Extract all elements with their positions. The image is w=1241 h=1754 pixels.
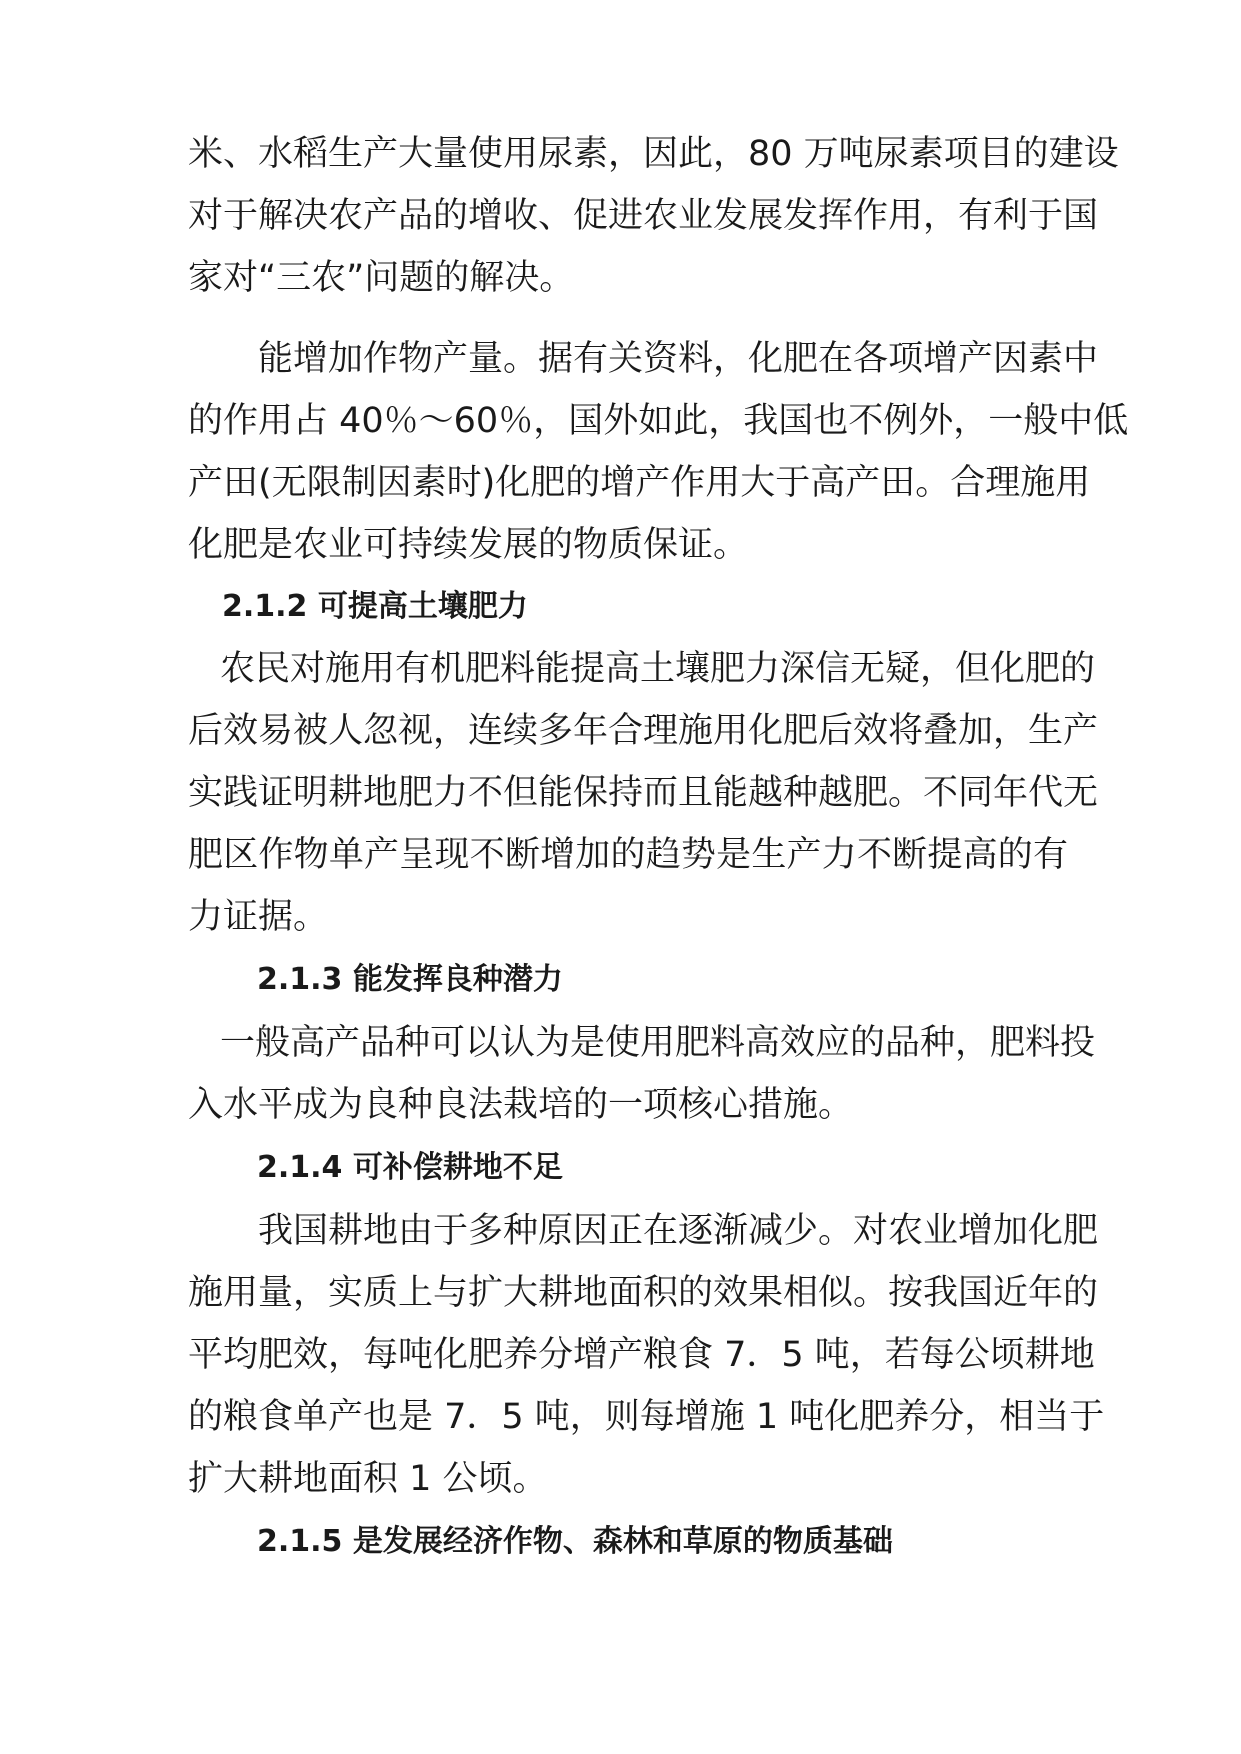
body-line: 入水平成为良种良法栽培的一项核心措施。 xyxy=(188,1085,854,1125)
body-line: 对于解决农产品的增收、促进农业发展发挥作用，有利于国 xyxy=(188,196,1099,236)
body-line: 肥区作物单产呈现不断增加的趋势是生产力不断提高的有 xyxy=(188,835,1068,875)
body-line: 产田(无限制因素时)化肥的增产作用大于高产田。合理施用 xyxy=(188,463,1091,503)
body-line: 能增加作物产量。据有关资料，化肥在各项增产因素中 xyxy=(258,339,1099,379)
body-line: 的粮食单产也是 7．5 吨，则每增施 1 吨化肥养分，相当于 xyxy=(188,1397,1105,1437)
section-heading: 2.1.5 是发展经济作物、森林和草原的物质基础 xyxy=(257,1524,893,1559)
body-line: 扩大耕地面积 1 公顷。 xyxy=(188,1459,548,1499)
body-line: 我国耕地由于多种原因正在逐渐减少。对农业增加化肥 xyxy=(258,1211,1099,1251)
section-heading: 2.1.3 能发挥良种潜力 xyxy=(257,962,563,997)
body-line: 化肥是农业可持续发展的物质保证。 xyxy=(188,525,749,565)
body-line: 力证据。 xyxy=(188,897,329,937)
section-heading: 2.1.4 可补偿耕地不足 xyxy=(257,1150,563,1185)
body-line: 实践证明耕地肥力不但能保持而且能越种越肥。不同年代无 xyxy=(188,773,1099,813)
body-line: 后效易被人忽视，连续多年合理施用化肥后效将叠加，生产 xyxy=(188,711,1099,751)
body-line: 家对“三农”问题的解决。 xyxy=(188,258,575,298)
body-line: 米、水稻生产大量使用尿素，因此，80 万吨尿素项目的建设 xyxy=(188,134,1119,174)
body-line: 施用量，实质上与扩大耕地面积的效果相似。按我国近年的 xyxy=(188,1273,1099,1313)
body-line: 平均肥效，每吨化肥养分增产粮食 7．5 吨，若每公顷耕地 xyxy=(188,1335,1095,1375)
body-line: 一般高产品种可以认为是使用肥料高效应的品种，肥料投 xyxy=(220,1023,1096,1063)
body-line: 的作用占 40％～60％，国外如此，我国也不例外，一般中低 xyxy=(188,401,1129,441)
body-line: 农民对施用有机肥料能提高土壤肥力深信无疑，但化肥的 xyxy=(220,649,1096,689)
section-heading: 2.1.2 可提高土壤肥力 xyxy=(222,589,528,624)
